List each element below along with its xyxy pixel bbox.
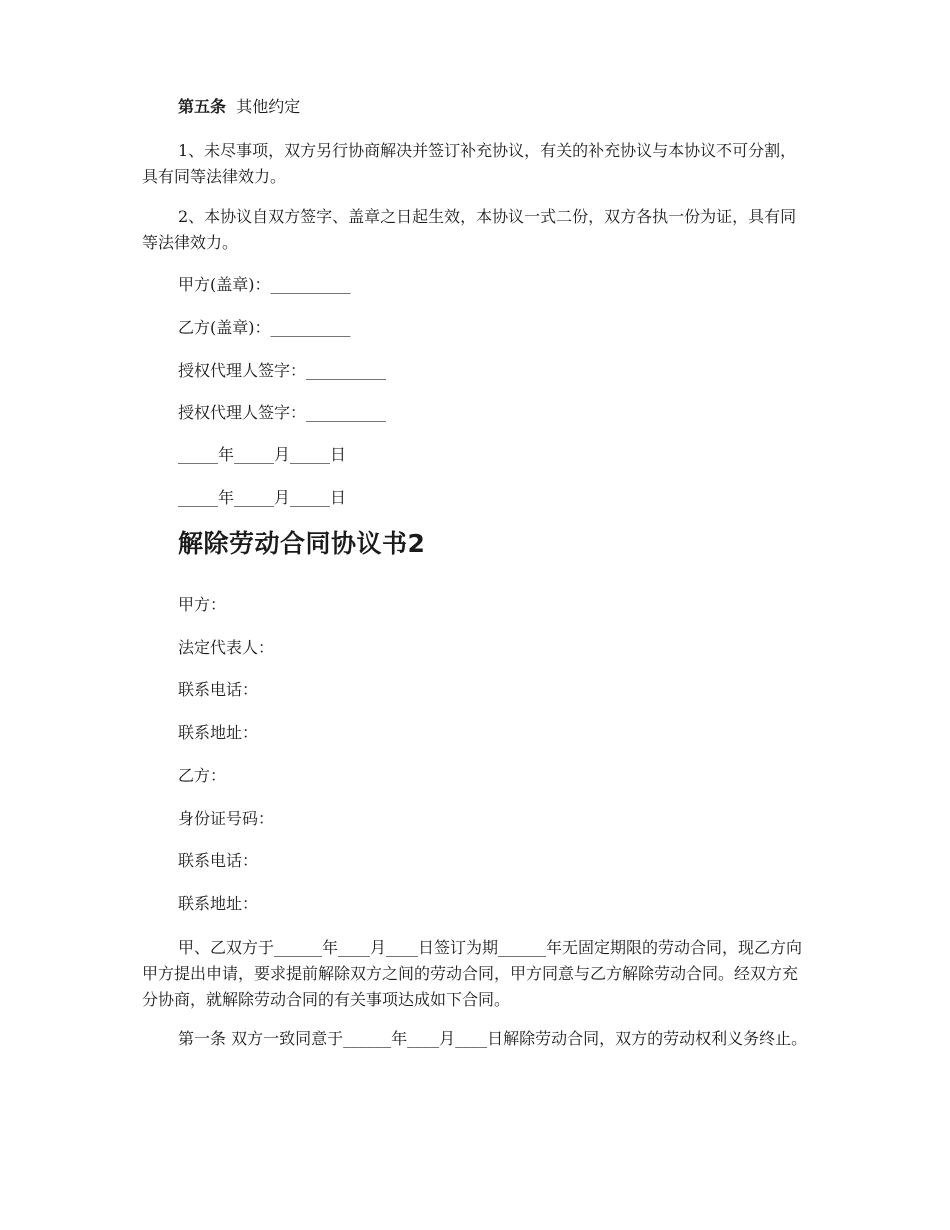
date-line-2: _____年_____月_____日 — [178, 488, 347, 507]
section-5-title: 其他约定 — [236, 97, 301, 116]
section-5-item-2: 2、本协议自双方签字、盖章之日起生效，本协议一式二份，双方各执一份为证，具有同等法律效力。 — [142, 207, 797, 252]
field-party-a-phone: 联系电话： — [178, 680, 259, 699]
field-legal-representative: 法定代表人： — [178, 638, 275, 657]
field-party-a: 甲方： — [178, 595, 227, 614]
section-5-label: 第五条 — [178, 97, 227, 116]
article-1-paragraph: 第一条 双方一致同意于______年____月____日解除劳动合同，双方的劳动权利义务终止。 — [178, 1029, 808, 1048]
document-2-title: 解除劳动合同协议书2 — [178, 529, 426, 558]
party-b-seal-line: 乙方(盖章)：__________ — [178, 318, 351, 337]
agent-signature-line-1: 授权代理人签字：__________ — [178, 361, 387, 380]
agent-signature-line-2: 授权代理人签字：__________ — [178, 403, 387, 422]
date-line-1: _____年_____月_____日 — [178, 445, 347, 464]
section-5-heading — [142, 94, 810, 120]
field-party-a-address: 联系地址： — [178, 723, 259, 742]
party-a-seal-line: 甲方(盖章)：__________ — [178, 275, 351, 294]
section-5-item-1: 1、未尽事项，双方另行协商解决并签订补充协议，有关的补充协议与本协议不可分割，具有同等法律效力。 — [142, 141, 797, 186]
field-party-b-address: 联系地址： — [178, 894, 259, 913]
field-id-number: 身份证号码： — [178, 809, 275, 828]
field-party-b: 乙方： — [178, 766, 227, 785]
field-party-b-phone: 联系电话： — [178, 851, 259, 870]
intro-paragraph: 甲、乙双方于______年____月____日签订为期______年无固定期限的劳动合同，现乙方向甲方提出申请，要求提前解除双方之间的劳动合同，甲方同意与乙方解除劳动合同。经双方充分协商，就解除劳动合同的有关事项达成如下合同。 — [142, 938, 803, 1009]
